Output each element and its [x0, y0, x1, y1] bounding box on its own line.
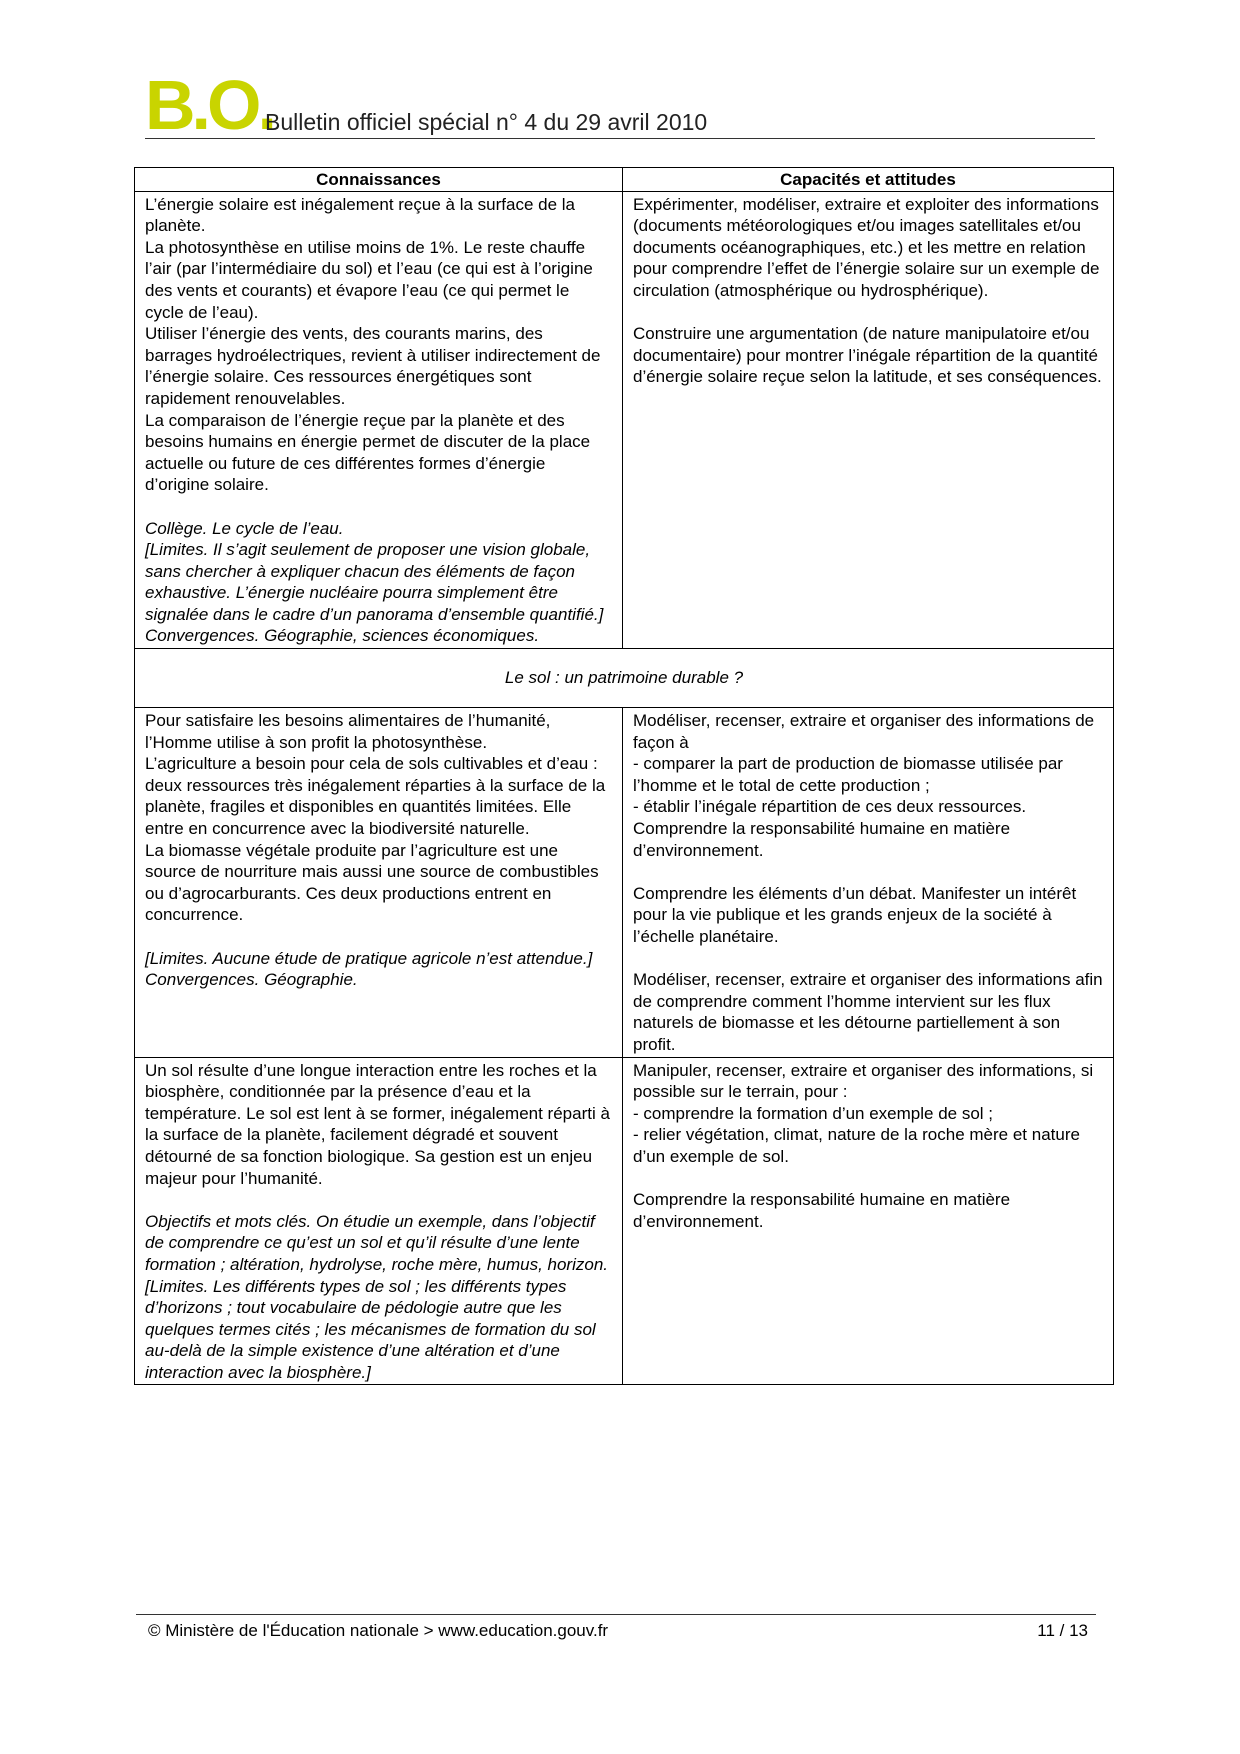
- knowledge-cell: [135, 1057, 623, 1385]
- paragraph: Construire une argumentation (de nature manipulatoire et/ou documentaire) pour montrer l’inégale répartition de la quantité d’énergie solaire reçue selon la latitude, et ses conséquences.: [633, 324, 1102, 387]
- skills-cell: [623, 191, 1114, 648]
- bulletin-title: Bulletin officiel spécial n° 4 du 29 avril 2010: [265, 109, 708, 135]
- footer-copyright: © Ministère de l'Éducation nationale > www.education.gouv.fr: [148, 1621, 609, 1640]
- knowledge-cell: [135, 708, 623, 1058]
- column-header-connaissances: Connaissances: [135, 168, 623, 192]
- table-row: [135, 708, 1114, 1058]
- paragraph: Pour satisfaire les besoins alimentaires de l’humanité, l’Homme utilise à son profit la photosynthèse.: [145, 711, 551, 752]
- limits-note: [Limites. Les différents types de sol ; les différents types d’horizons ; tout vocabulaire de pédologie autre que les quelques termes cités ; les mécanismes de formation du sol au-delà de la simple existence d’une altération et d’une interaction avec la biosphère.]: [145, 1276, 596, 1382]
- skills-cell: [623, 1057, 1114, 1385]
- paragraph: Comprendre la responsabilité humaine en matière d’environnement.: [633, 819, 1011, 860]
- programme-table: [134, 167, 1114, 1385]
- paragraph: Manipuler, recenser, extraire et organiser des informations, si possible sur le terrain, pour :: [633, 1060, 1094, 1102]
- paragraph: Expérimenter, modéliser, extraire et exploiter des informations (documents météorologiques et/ou images satellitales et/ou documents océanographiques, etc.) et les mettre en relation pour comprendre l’effet de l’énergie solaire sur un exemple de circulation (atmosphérique ou hydrosphérique).: [633, 194, 1100, 300]
- paragraph: Un sol résulte d’une longue interaction entre les roches et la biosphère, conditionnée par la présence d’eau et la température. Le sol est lent à se former, inégalement réparti à la surface de la planète, facilement dégradé et souvent détourné de sa fonction biologique. Sa gestion est un enjeu majeur pour l’humanité.: [145, 1060, 610, 1188]
- paragraph: La biomasse végétale produite par l’agriculture est une source de nourriture mais aussi une source de combustibles ou d’agrocarburants. Ces deux productions entrent en concurrence.: [145, 840, 599, 925]
- convergences-note: Convergences. Géographie.: [145, 970, 358, 990]
- paragraph: L’énergie solaire est inégalement reçue à la surface de la planète.: [145, 194, 575, 236]
- paragraph: La photosynthèse en utilise moins de 1%. Le reste chauffe l’air (par l’intermédiaire du sol) et l’eau (ce qui est à l’origine des vents et courants) et évapore l’eau (ce qui permet le cycle de l’eau).: [145, 237, 593, 322]
- paragraph: La comparaison de l’énergie reçue par la planète et des besoins humains en énergie permet de discuter de la place actuelle ou future de ces différentes formes d’énergie d’origine solaire.: [145, 410, 591, 495]
- page-header: [145, 66, 1095, 144]
- knowledge-cell: [135, 191, 623, 648]
- limits-note: [Limites. Aucune étude de pratique agricole n’est attendue.]: [145, 948, 593, 968]
- convergences-note: Convergences. Géographie, sciences économiques.: [145, 626, 540, 646]
- list-item: - relier végétation, climat, nature de la roche mère et nature d’un exemple de sol.: [633, 1125, 1080, 1166]
- table-row: [135, 191, 1114, 648]
- paragraph: L’agriculture a besoin pour cela de sols cultivables et d’eau : deux ressources très inégalement réparties à la surface de la planète, fragiles et disponibles en quantités limitées. Elle entre en concurrence avec la biodiversité naturelle.: [145, 754, 606, 839]
- objectives-note: Objectifs et mots clés. On étudie un exemple, dans l’objectif de comprendre ce qu’est un sol et qu’il résulte d’une lente formation ; altération, hydrolyse, roche mère, humus, horizon.: [145, 1211, 608, 1274]
- table-header-row: [135, 168, 1114, 192]
- paragraph: Modéliser, recenser, extraire et organiser des informations de façon à: [633, 711, 1095, 752]
- limits-note: [Limites. Il s’agit seulement de proposer une vision globale, sans chercher à expliquer chacun des éléments de façon exhaustive. L’énergie nucléaire pourra simplement être signalée dans le cadre d’un panorama d’ensemble quantifié.]: [145, 540, 604, 624]
- list-item: - comprendre la formation d’un exemple de sol ;: [633, 1103, 994, 1123]
- table-row: [135, 1057, 1114, 1385]
- column-header-capacites: Capacités et attitudes: [623, 168, 1114, 192]
- paragraph: Modéliser, recenser, extraire et organiser des informations afin de comprendre comment l’homme intervient sur les flux naturels de biomasse et les détourne partiellement à son profit.: [633, 970, 1103, 1054]
- list-item: - établir l’inégale répartition de ces deux ressources.: [633, 797, 1027, 817]
- section-title: Le sol : un patrimoine durable ?: [135, 649, 1114, 708]
- header-divider: [145, 138, 1095, 139]
- list-item: - comparer la part de production de biomasse utilisée par l’homme et le total de cette production ;: [633, 754, 1063, 795]
- bo-logo: B.O.: [145, 66, 273, 144]
- paragraph: Utiliser l’énergie des vents, des courants marins, des barrages hydroélectriques, revient à utiliser indirectement de l’énergie solaire. Ces ressources énergétiques sont rapidement renouvelables.: [145, 324, 601, 408]
- paragraph: Comprendre la responsabilité humaine en matière d’environnement.: [633, 1190, 1011, 1231]
- college-note: Collège. Le cycle de l’eau.: [145, 518, 344, 538]
- page-number: 11 / 13: [1037, 1621, 1088, 1640]
- skills-cell: [623, 708, 1114, 1058]
- footer-divider: [136, 1614, 1096, 1615]
- section-row: [135, 649, 1114, 708]
- paragraph: Comprendre les éléments d’un débat. Manifester un intérêt pour la vie publique et les grands enjeux de la société à l’échelle planétaire.: [633, 883, 1077, 946]
